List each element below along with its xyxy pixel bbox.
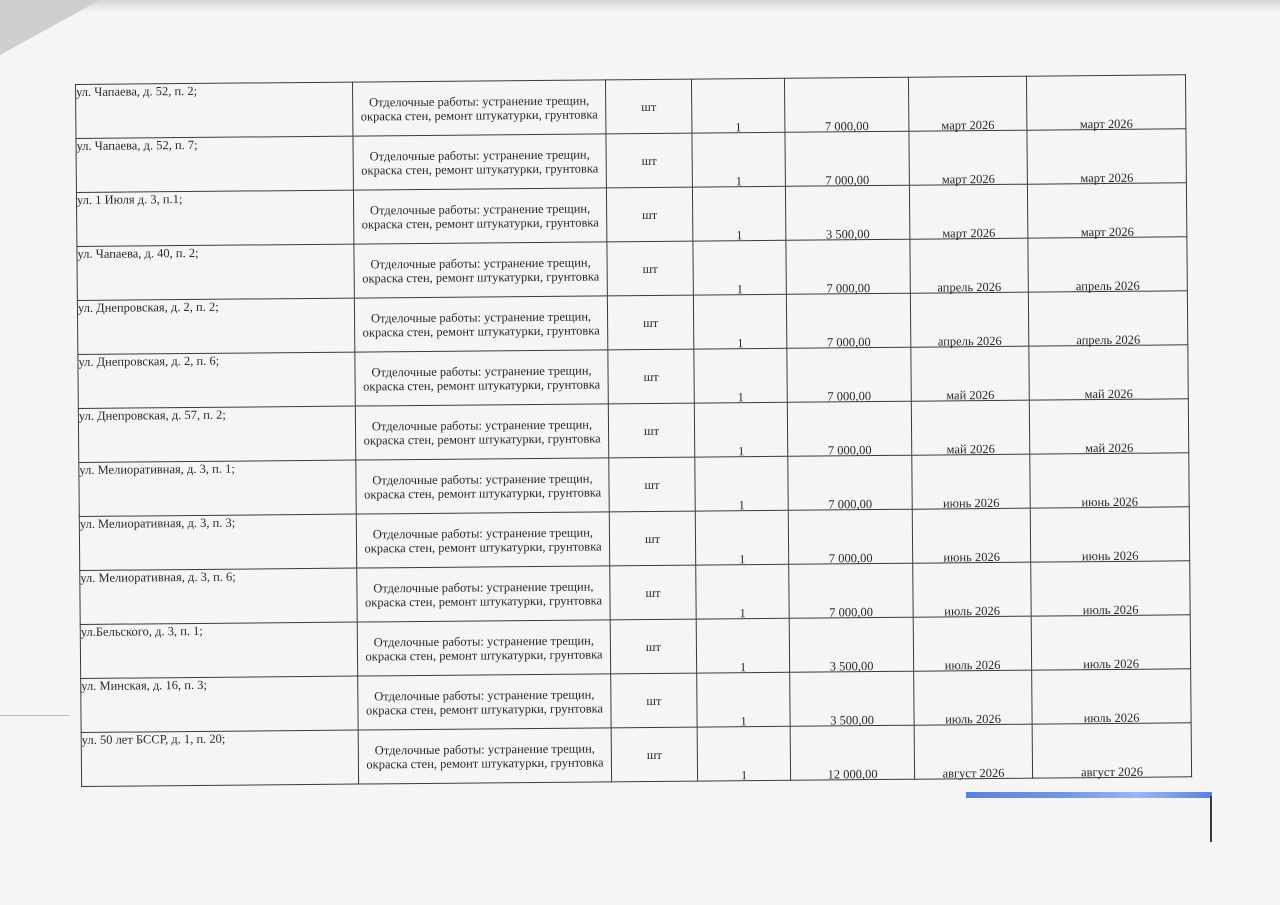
quantity-cell bbox=[693, 294, 786, 349]
start-date-text: апрель 2026 bbox=[937, 333, 1002, 349]
folded-corner bbox=[0, 0, 100, 55]
address-text: ул. Днепровская, д. 2, п. 6; bbox=[78, 353, 220, 369]
price-text: 3 500,00 bbox=[830, 713, 875, 728]
address-text: ул. Днепровская, д. 2, п. 2; bbox=[77, 299, 219, 315]
price-cell bbox=[786, 239, 910, 294]
quantity-cell bbox=[696, 564, 789, 619]
unit-text: шт bbox=[641, 99, 657, 114]
unit-text: шт bbox=[646, 693, 662, 708]
start-date-text: май 2026 bbox=[946, 441, 995, 457]
end-date-text: апрель 2026 bbox=[1075, 278, 1140, 294]
quantity-text: 1 bbox=[738, 498, 745, 513]
unit-text: шт bbox=[645, 639, 662, 654]
end-date-text: июнь 2026 bbox=[1081, 494, 1139, 510]
address-text: ул. Мелиоративная, д. 3, п. 6; bbox=[80, 569, 236, 585]
start-date-cell bbox=[909, 184, 1027, 239]
end-date-cell bbox=[1032, 669, 1191, 724]
work-description-text: Отделочные работы: устранение трещин, окраска стен, ремонт штукатурки, грунтовка bbox=[364, 578, 603, 609]
quantity-text: 1 bbox=[738, 552, 746, 567]
start-date-cell bbox=[910, 292, 1028, 347]
work-description-text: Отделочные работы: устранение трещин, окраска стен, ремонт штукатурки, грунтовка bbox=[364, 524, 602, 555]
address-cell bbox=[80, 622, 357, 678]
start-date-cell bbox=[911, 400, 1029, 455]
address-cell bbox=[81, 730, 358, 786]
table-row bbox=[79, 507, 1189, 571]
table-row bbox=[78, 399, 1188, 463]
address-cell bbox=[79, 460, 356, 516]
address-cell bbox=[78, 406, 355, 462]
table-row bbox=[76, 129, 1186, 193]
price-text: 7 000,00 bbox=[828, 497, 873, 512]
quantity-text: 1 bbox=[735, 120, 742, 135]
unit-text: шт bbox=[642, 261, 658, 276]
unit-cell bbox=[610, 565, 696, 620]
quantity-text: 1 bbox=[736, 282, 744, 297]
unit-cell bbox=[611, 673, 697, 728]
address-cell bbox=[76, 190, 353, 246]
work-description-cell bbox=[353, 134, 606, 190]
table-row bbox=[77, 237, 1187, 301]
quantity-text: 1 bbox=[735, 174, 743, 189]
work-description-cell bbox=[355, 404, 608, 460]
quantity-cell bbox=[695, 456, 788, 511]
price-cell bbox=[785, 131, 909, 186]
address-text: ул. Мелиоративная, д. 3, п. 3; bbox=[79, 515, 236, 531]
work-description-cell bbox=[356, 512, 609, 568]
end-date-text: июль 2026 bbox=[1083, 710, 1140, 726]
work-description-cell bbox=[355, 350, 608, 406]
end-date-text: август 2026 bbox=[1080, 764, 1144, 780]
unit-cell bbox=[607, 241, 693, 296]
end-date-text: июль 2026 bbox=[1083, 656, 1140, 672]
start-date-text: март 2026 bbox=[942, 225, 996, 241]
quantity-cell bbox=[693, 240, 786, 295]
table-row bbox=[79, 453, 1189, 517]
work-description-cell bbox=[354, 296, 607, 352]
unit-cell bbox=[609, 511, 695, 566]
start-date-text: апрель 2026 bbox=[937, 279, 1002, 295]
address-text: ул. 1 Июля д. 3, п.1; bbox=[76, 192, 183, 207]
table-row bbox=[77, 291, 1187, 355]
work-description-text: Отделочные работы: устранение трещин, окраска стен, ремонт штукатурки, грунтовка bbox=[362, 309, 600, 339]
table-row bbox=[76, 75, 1186, 139]
unit-text: шт bbox=[641, 153, 657, 168]
start-date-text: июнь 2026 bbox=[942, 495, 1000, 511]
work-description-cell bbox=[358, 728, 611, 784]
address-cell bbox=[77, 298, 354, 354]
work-description-text: Отделочные работы: устранение трещин, окраска стен, ремонт штукатурки, грунтовка bbox=[360, 93, 598, 124]
end-date-text: июль 2026 bbox=[1082, 602, 1139, 618]
address-cell bbox=[77, 244, 354, 300]
start-date-text: июль 2026 bbox=[945, 711, 1002, 727]
unit-text: шт bbox=[643, 369, 659, 384]
start-date-cell bbox=[909, 130, 1027, 185]
price-text: 12 000,00 bbox=[827, 767, 878, 782]
stamp-mark bbox=[966, 792, 1212, 798]
table-row bbox=[81, 669, 1191, 733]
address-cell bbox=[76, 82, 353, 138]
work-description-text: Отделочные работы: устранение трещин, окраска стен, ремонт штукатурки, грунтовка bbox=[365, 632, 603, 663]
work-description-cell bbox=[354, 242, 607, 298]
work-description-text: Отделочные работы: устранение трещин, окраска стен, ремонт штукатурки, грунтовка bbox=[366, 740, 604, 771]
work-description-cell bbox=[353, 188, 606, 244]
quantity-cell bbox=[692, 132, 785, 187]
start-date-text: март 2026 bbox=[941, 117, 995, 133]
unit-cell bbox=[610, 619, 696, 674]
table-row bbox=[81, 723, 1191, 787]
quantity-text: 1 bbox=[740, 768, 748, 783]
unit-cell bbox=[606, 133, 692, 188]
quantity-text: 1 bbox=[738, 444, 745, 459]
work-description-cell bbox=[357, 620, 610, 676]
start-date-cell bbox=[914, 670, 1032, 725]
start-date-text: июнь 2026 bbox=[943, 549, 1000, 565]
end-date-cell bbox=[1031, 561, 1190, 616]
unit-text: шт bbox=[645, 585, 661, 600]
price-cell bbox=[789, 563, 913, 618]
start-date-cell bbox=[913, 562, 1031, 617]
quantity-text: 1 bbox=[739, 660, 747, 675]
unit-text: шт bbox=[643, 423, 660, 438]
start-date-text: май 2026 bbox=[946, 387, 995, 403]
quantity-cell bbox=[694, 348, 787, 403]
end-date-cell bbox=[1027, 183, 1186, 238]
price-cell bbox=[789, 617, 913, 672]
address-cell bbox=[76, 136, 353, 192]
unit-text: шт bbox=[646, 747, 662, 762]
end-date-cell bbox=[1030, 507, 1189, 562]
start-date-cell bbox=[911, 346, 1029, 401]
scan-artifact-line bbox=[0, 715, 70, 716]
address-text: ул. Чапаева, д. 52, п. 7; bbox=[76, 137, 198, 153]
quantity-cell bbox=[694, 402, 787, 457]
end-date-text: март 2026 bbox=[1079, 116, 1133, 132]
end-date-text: апрель 2026 bbox=[1076, 332, 1141, 348]
address-cell bbox=[80, 568, 357, 624]
table-row bbox=[76, 183, 1186, 247]
work-description-text: Отделочные работы: устранение трещин, окраска стен, ремонт штукатурки, грунтовка bbox=[362, 255, 600, 286]
price-text: 3 500,00 bbox=[829, 659, 874, 674]
work-description-cell bbox=[356, 458, 609, 514]
unit-cell bbox=[607, 295, 693, 350]
price-cell bbox=[787, 347, 911, 402]
unit-text: шт bbox=[642, 207, 658, 222]
end-date-cell bbox=[1026, 75, 1185, 130]
price-text: 7 000,00 bbox=[829, 605, 874, 620]
address-cell bbox=[79, 514, 356, 570]
price-cell bbox=[786, 293, 910, 348]
table-row bbox=[78, 345, 1188, 409]
start-date-text: август 2026 bbox=[942, 765, 1005, 781]
end-date-cell bbox=[1029, 345, 1188, 400]
address-text: ул.Бельского, д. 3, п. 1; bbox=[80, 623, 203, 639]
price-text: 7 000,00 bbox=[826, 335, 871, 350]
quantity-text: 1 bbox=[737, 390, 744, 405]
works-schedule-table bbox=[75, 74, 1192, 787]
scan-edge-shadow bbox=[0, 0, 1280, 12]
end-date-text: май 2026 bbox=[1085, 440, 1134, 456]
price-cell bbox=[790, 725, 914, 780]
start-date-cell bbox=[908, 76, 1026, 131]
works-schedule-sheet bbox=[75, 74, 1191, 787]
stamp-tick-mark bbox=[1210, 796, 1212, 842]
address-text: ул. Минская, д. 16, п. 3; bbox=[81, 677, 207, 693]
end-date-text: июнь 2026 bbox=[1081, 548, 1139, 564]
start-date-cell bbox=[914, 724, 1032, 779]
work-description-text: Отделочные работы: устранение трещин, окраска стен, ремонт штукатурки, грунтовка bbox=[363, 363, 601, 393]
price-text: 7 000,00 bbox=[826, 281, 871, 296]
end-date-text: май 2026 bbox=[1084, 386, 1133, 402]
address-cell bbox=[81, 676, 358, 732]
start-date-cell bbox=[912, 508, 1030, 563]
end-date-cell bbox=[1027, 129, 1186, 184]
end-date-cell bbox=[1028, 291, 1187, 346]
price-cell bbox=[790, 671, 914, 726]
quantity-text: 1 bbox=[736, 228, 743, 243]
unit-cell bbox=[606, 187, 692, 242]
end-date-cell bbox=[1031, 615, 1190, 670]
address-text: ул. Мелиоративная, д. 3, п. 1; bbox=[79, 461, 235, 477]
start-date-cell bbox=[910, 238, 1028, 293]
end-date-cell bbox=[1030, 453, 1189, 508]
address-cell bbox=[78, 352, 355, 408]
work-description-text: Отделочные работы: устранение трещин, окраска стен, ремонт штукатурки, грунтовка bbox=[363, 417, 601, 447]
work-description-text: Отделочные работы: устранение трещин, окраска стен, ремонт штукатурки, грунтовка bbox=[361, 201, 599, 232]
unit-cell bbox=[608, 349, 694, 404]
quantity-text: 1 bbox=[737, 336, 744, 351]
start-date-cell bbox=[912, 454, 1030, 509]
price-cell bbox=[788, 455, 912, 510]
work-description-text: Отделочные работы: устранение трещин, окраска стен, ремонт штукатурки, грунтовка bbox=[363, 470, 602, 501]
end-date-cell bbox=[1028, 237, 1187, 292]
price-text: 7 000,00 bbox=[827, 443, 872, 458]
table-body bbox=[76, 75, 1192, 787]
end-date-cell bbox=[1032, 723, 1191, 778]
quantity-text: 1 bbox=[739, 606, 746, 621]
unit-text: шт bbox=[644, 531, 661, 546]
address-text: ул. 50 лет БССР, д. 1, п. 20; bbox=[81, 731, 226, 747]
work-description-text: Отделочные работы: устранение трещин, окраска стен, ремонт штукатурки, грунтовка bbox=[361, 147, 599, 178]
unit-text: шт bbox=[644, 477, 660, 492]
start-date-text: июль 2026 bbox=[944, 657, 1001, 673]
price-text: 7 000,00 bbox=[828, 551, 873, 566]
table-row bbox=[80, 561, 1190, 625]
price-text: 3 500,00 bbox=[825, 227, 870, 242]
unit-cell bbox=[609, 457, 695, 512]
quantity-cell bbox=[691, 78, 784, 133]
work-description-text: Отделочные работы: устранение трещин, окраска стен, ремонт штукатурки, грунтовка bbox=[365, 686, 604, 717]
price-cell bbox=[784, 77, 908, 132]
quantity-cell bbox=[697, 672, 790, 727]
work-description-cell bbox=[357, 566, 610, 622]
quantity-cell bbox=[692, 186, 785, 241]
work-description-cell bbox=[352, 80, 605, 136]
price-text: 7 000,00 bbox=[827, 389, 872, 404]
price-cell bbox=[788, 509, 912, 564]
unit-cell bbox=[605, 79, 691, 134]
end-date-text: март 2026 bbox=[1080, 224, 1134, 240]
quantity-text: 1 bbox=[740, 714, 747, 729]
start-date-text: март 2026 bbox=[941, 171, 995, 187]
unit-cell bbox=[608, 403, 694, 458]
start-date-cell bbox=[913, 616, 1031, 671]
work-description-cell bbox=[358, 674, 611, 730]
price-text: 7 000,00 bbox=[825, 173, 870, 188]
price-text: 7 000,00 bbox=[824, 119, 869, 134]
table-row bbox=[80, 615, 1190, 679]
address-text: ул. Днепровская, д. 57, п. 2; bbox=[78, 407, 226, 423]
start-date-text: июль 2026 bbox=[944, 603, 1001, 619]
price-cell bbox=[785, 185, 909, 240]
quantity-cell bbox=[695, 510, 788, 565]
quantity-cell bbox=[696, 618, 789, 673]
unit-cell bbox=[611, 727, 697, 782]
address-text: ул. Чапаева, д. 52, п. 2; bbox=[76, 83, 198, 99]
address-text: ул. Чапаева, д. 40, п. 2; bbox=[77, 245, 199, 261]
unit-text: шт bbox=[642, 315, 659, 330]
end-date-text: март 2026 bbox=[1080, 170, 1134, 186]
price-cell bbox=[787, 401, 911, 456]
end-date-cell bbox=[1029, 399, 1188, 454]
quantity-cell bbox=[697, 726, 790, 781]
